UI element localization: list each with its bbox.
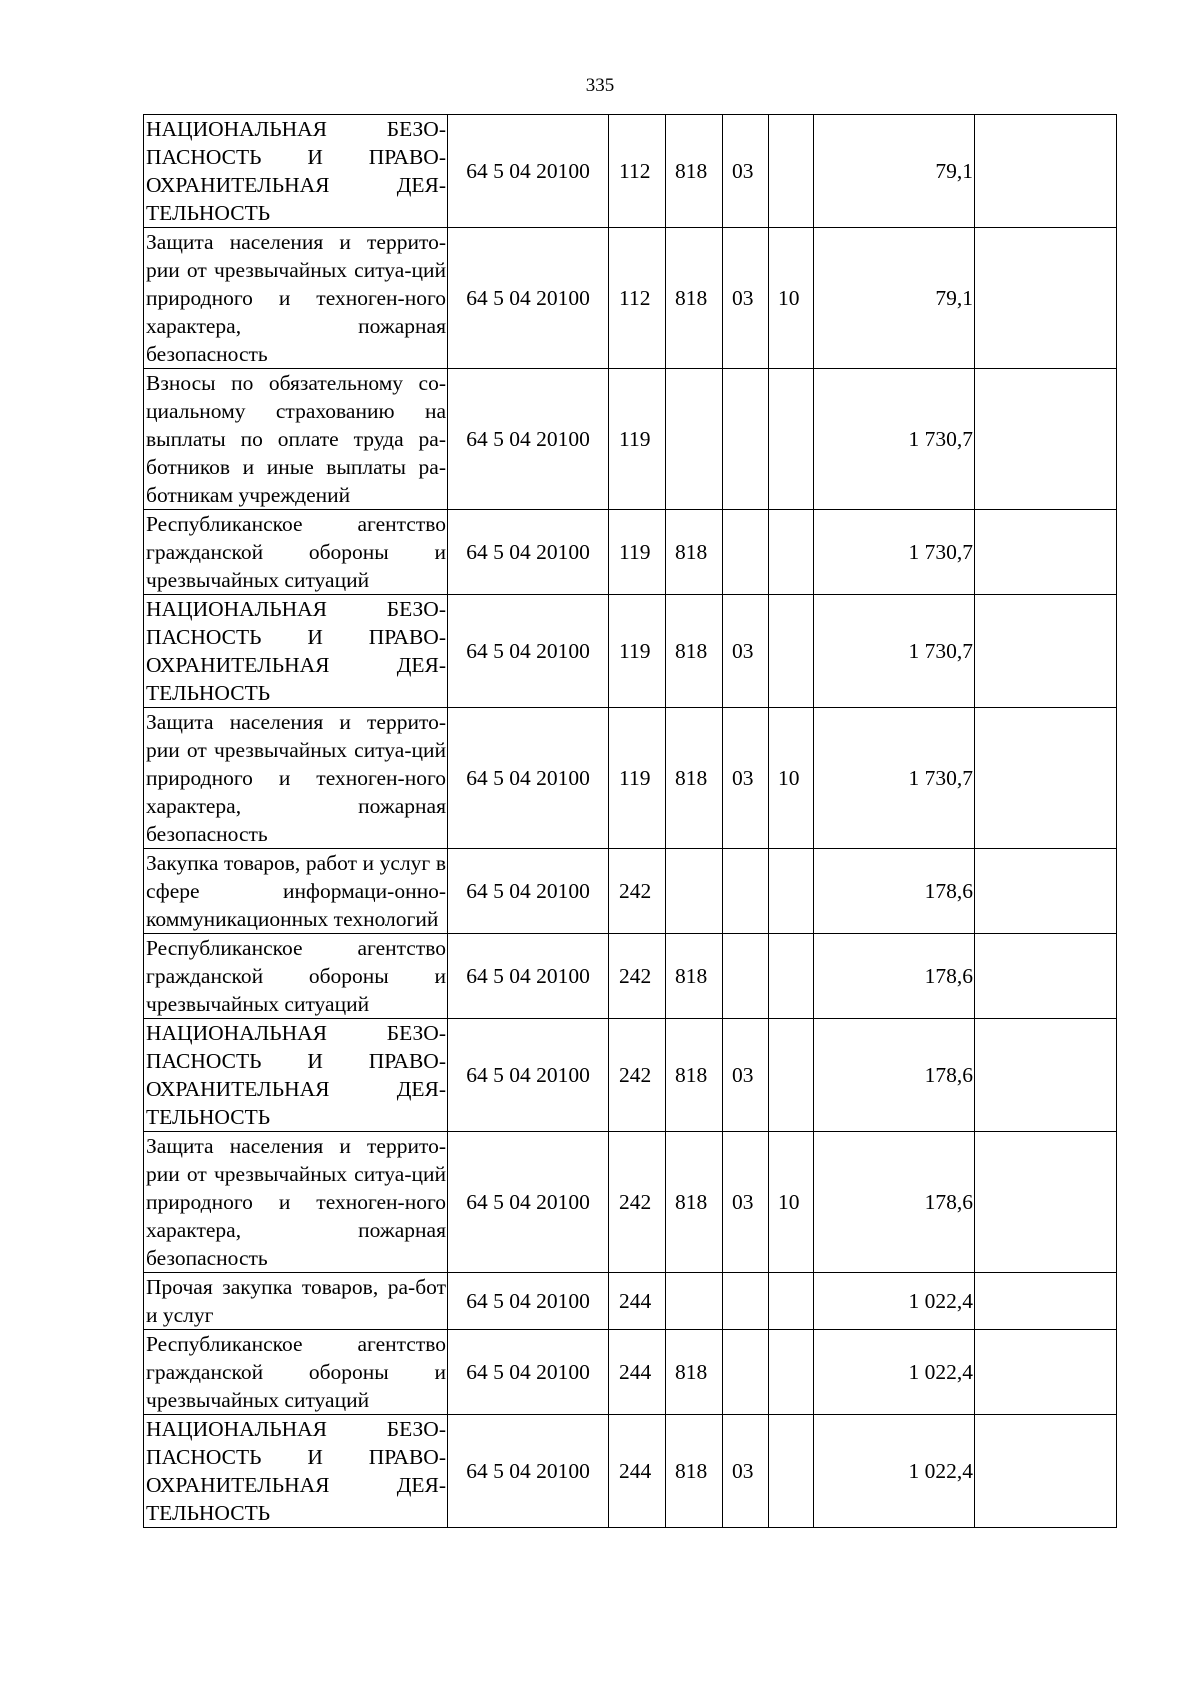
row-rz: 03 (723, 1132, 769, 1273)
row-sum: 1 022,4 (814, 1415, 975, 1528)
row-empty-cell (975, 1132, 1117, 1273)
row-sum: 1 022,4 (814, 1273, 975, 1330)
row-rz: 03 (723, 595, 769, 708)
row-vr: 244 (609, 1330, 666, 1415)
table-row (144, 1132, 1117, 1273)
row-vr: 119 (609, 708, 666, 849)
row-gr: 818 (666, 1415, 723, 1528)
row-code: 64 5 04 20100 (448, 595, 609, 708)
row-name: Республиканское агентство гражданской обороны и чрезвычайных ситуаций (144, 934, 448, 1019)
row-rz (723, 1273, 769, 1330)
row-empty-cell (975, 115, 1117, 228)
row-name: НАЦИОНАЛЬНАЯ БЕЗО-ПАСНОСТЬ И ПРАВО-ОХРАНИТЕЛЬНАЯ ДЕЯ-ТЕЛЬНОСТЬ (144, 115, 448, 228)
row-gr: 818 (666, 1330, 723, 1415)
row-rz: 03 (723, 1019, 769, 1132)
row-vr: 119 (609, 510, 666, 595)
row-gr: 818 (666, 934, 723, 1019)
row-sum: 1 730,7 (814, 708, 975, 849)
row-empty-cell (975, 1019, 1117, 1132)
row-gr (666, 369, 723, 510)
table-row (144, 708, 1117, 849)
row-code: 64 5 04 20100 (448, 849, 609, 934)
row-sum: 1 730,7 (814, 595, 975, 708)
row-empty-cell (975, 228, 1117, 369)
row-code: 64 5 04 20100 (448, 1132, 609, 1273)
row-vr: 242 (609, 1132, 666, 1273)
row-name: НАЦИОНАЛЬНАЯ БЕЗО-ПАСНОСТЬ И ПРАВО-ОХРАНИТЕЛЬНАЯ ДЕЯ-ТЕЛЬНОСТЬ (144, 1415, 448, 1528)
table-row (144, 1330, 1117, 1415)
row-empty-cell (975, 849, 1117, 934)
row-sum: 178,6 (814, 934, 975, 1019)
row-empty-cell (975, 1415, 1117, 1528)
row-vr: 119 (609, 595, 666, 708)
row-pr (769, 510, 814, 595)
row-code: 64 5 04 20100 (448, 228, 609, 369)
row-empty-cell (975, 934, 1117, 1019)
row-code: 64 5 04 20100 (448, 1019, 609, 1132)
row-empty-cell (975, 369, 1117, 510)
row-code: 64 5 04 20100 (448, 369, 609, 510)
row-vr: 242 (609, 934, 666, 1019)
row-name: НАЦИОНАЛЬНАЯ БЕЗО-ПАСНОСТЬ И ПРАВО-ОХРАНИТЕЛЬНАЯ ДЕЯ-ТЕЛЬНОСТЬ (144, 1019, 448, 1132)
row-vr: 244 (609, 1415, 666, 1528)
row-rz: 03 (723, 708, 769, 849)
row-name: Республиканское агентство гражданской обороны и чрезвычайных ситуаций (144, 510, 448, 595)
row-rz (723, 510, 769, 595)
row-sum: 79,1 (814, 115, 975, 228)
table-row (144, 849, 1117, 934)
row-vr: 119 (609, 369, 666, 510)
row-gr (666, 1273, 723, 1330)
table-row (144, 1415, 1117, 1528)
row-sum: 1 022,4 (814, 1330, 975, 1415)
page-number: 335 (585, 75, 615, 96)
row-pr: 10 (769, 708, 814, 849)
row-pr (769, 595, 814, 708)
row-name: Закупка товаров, работ и услуг в сфере информаци-онно-коммуникационных технологий (144, 849, 448, 934)
row-empty-cell (975, 708, 1117, 849)
row-name: Защита населения и террито-рии от чрезвычайных ситуа-ций природного и техноген-ного характера, пожарная безопасность (144, 228, 448, 369)
table-row (144, 510, 1117, 595)
row-name: Республиканское агентство гражданской обороны и чрезвычайных ситуаций (144, 1330, 448, 1415)
row-rz (723, 1330, 769, 1415)
row-gr: 818 (666, 1132, 723, 1273)
row-gr: 818 (666, 1019, 723, 1132)
row-name: Защита населения и террито-рии от чрезвычайных ситуа-ций природного и техноген-ного характера, пожарная безопасность (144, 708, 448, 849)
row-rz (723, 934, 769, 1019)
row-rz: 03 (723, 228, 769, 369)
row-empty-cell (975, 510, 1117, 595)
row-sum: 178,6 (814, 1132, 975, 1273)
row-gr: 818 (666, 595, 723, 708)
row-empty-cell (975, 1330, 1117, 1415)
row-sum: 79,1 (814, 228, 975, 369)
row-rz (723, 369, 769, 510)
row-code: 64 5 04 20100 (448, 708, 609, 849)
budget-table (143, 114, 1117, 1528)
table-row (144, 1273, 1117, 1330)
row-name: НАЦИОНАЛЬНАЯ БЕЗО-ПАСНОСТЬ И ПРАВО-ОХРАНИТЕЛЬНАЯ ДЕЯ-ТЕЛЬНОСТЬ (144, 595, 448, 708)
row-sum: 178,6 (814, 1019, 975, 1132)
row-gr: 818 (666, 510, 723, 595)
row-rz: 03 (723, 115, 769, 228)
row-gr: 818 (666, 228, 723, 369)
row-code: 64 5 04 20100 (448, 1330, 609, 1415)
row-pr: 10 (769, 228, 814, 369)
row-rz: 03 (723, 1415, 769, 1528)
row-code: 64 5 04 20100 (448, 1415, 609, 1528)
row-pr (769, 1273, 814, 1330)
row-pr (769, 369, 814, 510)
row-pr: 10 (769, 1132, 814, 1273)
row-pr (769, 1019, 814, 1132)
row-name: Защита населения и террито-рии от чрезвычайных ситуа-ций природного и техноген-ного характера, пожарная безопасность (144, 1132, 448, 1273)
row-vr: 112 (609, 228, 666, 369)
row-pr (769, 934, 814, 1019)
row-vr: 244 (609, 1273, 666, 1330)
row-gr: 818 (666, 708, 723, 849)
row-code: 64 5 04 20100 (448, 934, 609, 1019)
row-code: 64 5 04 20100 (448, 1273, 609, 1330)
row-rz (723, 849, 769, 934)
row-pr (769, 115, 814, 228)
table-row (144, 934, 1117, 1019)
row-vr: 242 (609, 1019, 666, 1132)
table-body (144, 115, 1117, 1528)
row-pr (769, 849, 814, 934)
row-pr (769, 1415, 814, 1528)
row-gr: 818 (666, 115, 723, 228)
table-row (144, 115, 1117, 228)
row-code: 64 5 04 20100 (448, 510, 609, 595)
table-row (144, 369, 1117, 510)
row-code: 64 5 04 20100 (448, 115, 609, 228)
row-empty-cell (975, 1273, 1117, 1330)
row-name: Прочая закупка товаров, ра-бот и услуг (144, 1273, 448, 1330)
row-name: Взносы по обязательному со-циальному страхованию на выплаты по оплате труда ра-ботников и иные выплаты ра-ботникам учреждений (144, 369, 448, 510)
row-empty-cell (975, 595, 1117, 708)
table-row (144, 595, 1117, 708)
row-vr: 112 (609, 115, 666, 228)
row-sum: 178,6 (814, 849, 975, 934)
table-row (144, 1019, 1117, 1132)
table-row (144, 228, 1117, 369)
row-gr (666, 849, 723, 934)
row-sum: 1 730,7 (814, 510, 975, 595)
row-vr: 242 (609, 849, 666, 934)
row-sum: 1 730,7 (814, 369, 975, 510)
row-pr (769, 1330, 814, 1415)
